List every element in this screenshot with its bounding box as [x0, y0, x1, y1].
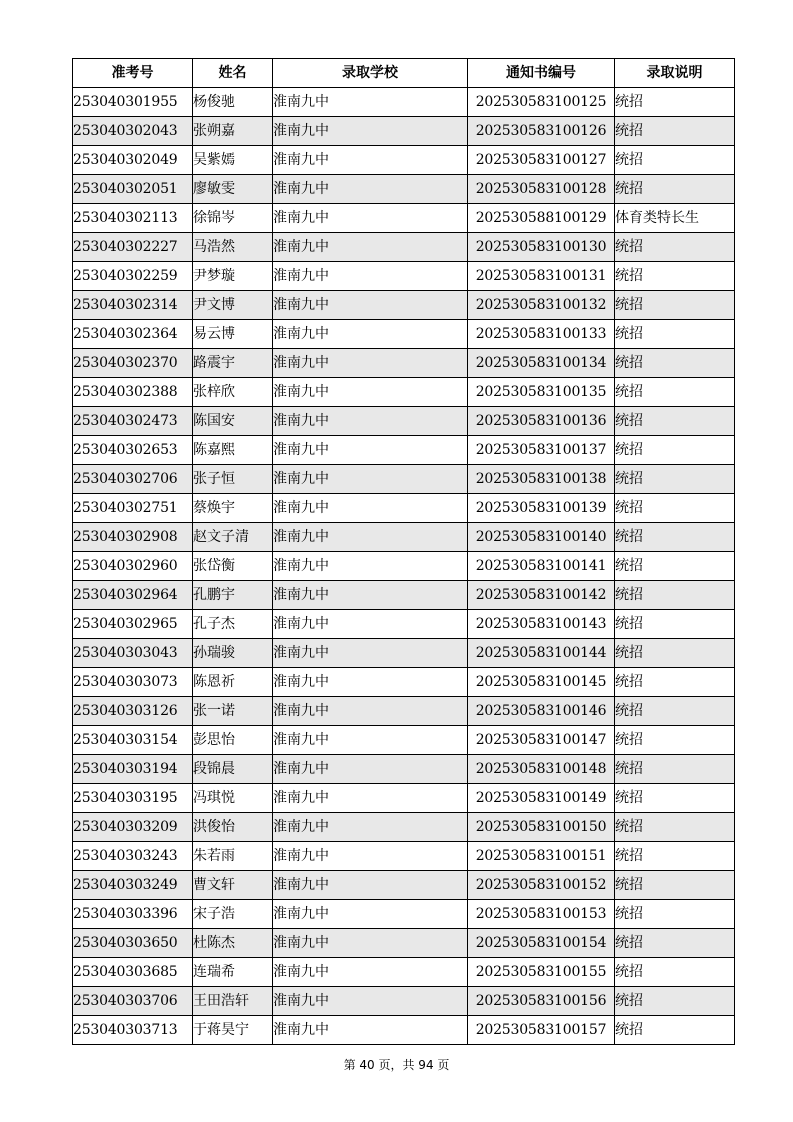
cell-school: 淮南九中 [273, 726, 468, 755]
cell-notice-number: 202530588100129 [468, 204, 615, 233]
cell-admission-note: 统招 [615, 639, 735, 668]
cell-name: 赵文子清 [193, 523, 273, 552]
cell-school: 淮南九中 [273, 523, 468, 552]
cell-notice-number: 202530583100156 [468, 987, 615, 1016]
cell-school: 淮南九中 [273, 639, 468, 668]
cell-school: 淮南九中 [273, 610, 468, 639]
cell-exam-number: 253040302908 [73, 523, 193, 552]
header-school: 录取学校 [273, 59, 468, 88]
cell-admission-note: 统招 [615, 233, 735, 262]
cell-admission-note: 统招 [615, 117, 735, 146]
cell-admission-note: 统招 [615, 581, 735, 610]
cell-name: 尹文博 [193, 291, 273, 320]
table-row [73, 523, 735, 552]
cell-exam-number: 253040302370 [73, 349, 193, 378]
page-footer: 第 40 页，共 94 页 [343, 1058, 450, 1072]
cell-exam-number: 253040303396 [73, 900, 193, 929]
cell-name: 陈嘉熙 [193, 436, 273, 465]
table-row [73, 291, 735, 320]
cell-notice-number: 202530583100153 [468, 900, 615, 929]
cell-name: 蔡焕宇 [193, 494, 273, 523]
cell-school: 淮南九中 [273, 987, 468, 1016]
table-row [73, 697, 735, 726]
cell-name: 于蒋昊宁 [193, 1016, 273, 1045]
table-row [73, 494, 735, 523]
table-row [73, 320, 735, 349]
cell-notice-number: 202530583100146 [468, 697, 615, 726]
cell-name: 张朔嘉 [193, 117, 273, 146]
cell-admission-note: 体育类特长生 [615, 204, 735, 233]
cell-school: 淮南九中 [273, 407, 468, 436]
cell-admission-note: 统招 [615, 842, 735, 871]
cell-name: 陈恩祈 [193, 668, 273, 697]
cell-notice-number: 202530583100151 [468, 842, 615, 871]
cell-notice-number: 202530583100147 [468, 726, 615, 755]
cell-admission-note: 统招 [615, 813, 735, 842]
cell-school: 淮南九中 [273, 552, 468, 581]
cell-name: 张子恒 [193, 465, 273, 494]
header-notice-number: 通知书编号 [468, 59, 615, 88]
header-exam-number: 准考号 [73, 59, 193, 88]
cell-admission-note: 统招 [615, 552, 735, 581]
cell-school: 淮南九中 [273, 117, 468, 146]
cell-school: 淮南九中 [273, 813, 468, 842]
cell-school: 淮南九中 [273, 262, 468, 291]
cell-exam-number: 253040303043 [73, 639, 193, 668]
cell-notice-number: 202530583100127 [468, 146, 615, 175]
cell-exam-number: 253040302388 [73, 378, 193, 407]
table-row [73, 407, 735, 436]
header-name: 姓名 [193, 59, 273, 88]
table-row [73, 668, 735, 697]
cell-exam-number: 253040302227 [73, 233, 193, 262]
cell-notice-number: 202530583100126 [468, 117, 615, 146]
cell-exam-number: 253040303650 [73, 929, 193, 958]
cell-exam-number: 253040302113 [73, 204, 193, 233]
cell-notice-number: 202530583100145 [468, 668, 615, 697]
cell-name: 宋子浩 [193, 900, 273, 929]
cell-school: 淮南九中 [273, 291, 468, 320]
cell-school: 淮南九中 [273, 465, 468, 494]
cell-school: 淮南九中 [273, 929, 468, 958]
cell-admission-note: 统招 [615, 668, 735, 697]
cell-admission-note: 统招 [615, 349, 735, 378]
cell-notice-number: 202530583100155 [468, 958, 615, 987]
cell-exam-number: 253040303713 [73, 1016, 193, 1045]
cell-admission-note: 统招 [615, 320, 735, 349]
table-row [73, 581, 735, 610]
table-row [73, 378, 735, 407]
table-row [73, 436, 735, 465]
cell-name: 廖敏雯 [193, 175, 273, 204]
table-row [73, 465, 735, 494]
cell-name: 孙瑞骏 [193, 639, 273, 668]
cell-notice-number: 202530583100139 [468, 494, 615, 523]
table-row [73, 1016, 735, 1045]
cell-exam-number: 253040303685 [73, 958, 193, 987]
cell-notice-number: 202530583100134 [468, 349, 615, 378]
cell-exam-number: 253040302043 [73, 117, 193, 146]
cell-school: 淮南九中 [273, 871, 468, 900]
cell-admission-note: 统招 [615, 291, 735, 320]
table-row [73, 88, 735, 117]
cell-notice-number: 202530583100143 [468, 610, 615, 639]
cell-name: 段锦晨 [193, 755, 273, 784]
cell-exam-number: 253040302706 [73, 465, 193, 494]
cell-admission-note: 统招 [615, 929, 735, 958]
cell-notice-number: 202530583100131 [468, 262, 615, 291]
cell-admission-note: 统招 [615, 900, 735, 929]
cell-admission-note: 统招 [615, 88, 735, 117]
table-row [73, 175, 735, 204]
cell-exam-number: 253040301955 [73, 88, 193, 117]
cell-school: 淮南九中 [273, 697, 468, 726]
cell-admission-note: 统招 [615, 958, 735, 987]
table-row [73, 755, 735, 784]
cell-notice-number: 202530583100149 [468, 784, 615, 813]
cell-exam-number: 253040303195 [73, 784, 193, 813]
cell-admission-note: 统招 [615, 494, 735, 523]
table-row [73, 262, 735, 291]
table-row [73, 929, 735, 958]
cell-name: 朱若雨 [193, 842, 273, 871]
cell-notice-number: 202530583100148 [468, 755, 615, 784]
cell-admission-note: 统招 [615, 697, 735, 726]
cell-name: 徐锦岑 [193, 204, 273, 233]
cell-admission-note: 统招 [615, 175, 735, 204]
cell-exam-number: 253040302473 [73, 407, 193, 436]
cell-admission-note: 统招 [615, 610, 735, 639]
table-row [73, 813, 735, 842]
cell-name: 易云博 [193, 320, 273, 349]
table-row [73, 842, 735, 871]
cell-exam-number: 253040303154 [73, 726, 193, 755]
cell-notice-number: 202530583100154 [468, 929, 615, 958]
cell-school: 淮南九中 [273, 494, 468, 523]
cell-exam-number: 253040302653 [73, 436, 193, 465]
cell-school: 淮南九中 [273, 88, 468, 117]
cell-name: 彭思怡 [193, 726, 273, 755]
cell-exam-number: 253040302314 [73, 291, 193, 320]
table-row [73, 784, 735, 813]
cell-name: 张梓欣 [193, 378, 273, 407]
cell-admission-note: 统招 [615, 146, 735, 175]
cell-admission-note: 统招 [615, 784, 735, 813]
cell-exam-number: 253040302960 [73, 552, 193, 581]
cell-name: 洪俊怡 [193, 813, 273, 842]
cell-exam-number: 253040303706 [73, 987, 193, 1016]
cell-exam-number: 253040302049 [73, 146, 193, 175]
table-row [73, 958, 735, 987]
table-row [73, 349, 735, 378]
header-row [73, 59, 735, 88]
cell-notice-number: 202530583100130 [468, 233, 615, 262]
cell-notice-number: 202530583100125 [468, 88, 615, 117]
cell-school: 淮南九中 [273, 842, 468, 871]
cell-admission-note: 统招 [615, 755, 735, 784]
cell-exam-number: 253040302051 [73, 175, 193, 204]
cell-school: 淮南九中 [273, 204, 468, 233]
cell-school: 淮南九中 [273, 175, 468, 204]
table-row [73, 987, 735, 1016]
cell-notice-number: 202530583100141 [468, 552, 615, 581]
cell-admission-note: 统招 [615, 987, 735, 1016]
cell-school: 淮南九中 [273, 755, 468, 784]
header-admission-note: 录取说明 [615, 59, 735, 88]
cell-school: 淮南九中 [273, 668, 468, 697]
table-row [73, 900, 735, 929]
cell-exam-number: 253040302259 [73, 262, 193, 291]
table-row [73, 146, 735, 175]
cell-school: 淮南九中 [273, 436, 468, 465]
table-row [73, 117, 735, 146]
cell-notice-number: 202530583100138 [468, 465, 615, 494]
cell-name: 孔鹏宇 [193, 581, 273, 610]
cell-exam-number: 253040303073 [73, 668, 193, 697]
cell-school: 淮南九中 [273, 378, 468, 407]
cell-admission-note: 统招 [615, 726, 735, 755]
cell-name: 连瑞希 [193, 958, 273, 987]
cell-school: 淮南九中 [273, 146, 468, 175]
cell-name: 张一诺 [193, 697, 273, 726]
cell-exam-number: 253040302364 [73, 320, 193, 349]
cell-admission-note: 统招 [615, 465, 735, 494]
cell-school: 淮南九中 [273, 349, 468, 378]
cell-admission-note: 统招 [615, 1016, 735, 1045]
cell-exam-number: 253040303126 [73, 697, 193, 726]
table-row [73, 610, 735, 639]
cell-notice-number: 202530583100132 [468, 291, 615, 320]
cell-notice-number: 202530583100142 [468, 581, 615, 610]
cell-exam-number: 253040303209 [73, 813, 193, 842]
cell-notice-number: 202530583100128 [468, 175, 615, 204]
cell-admission-note: 统招 [615, 871, 735, 900]
table-row [73, 726, 735, 755]
cell-name: 陈国安 [193, 407, 273, 436]
cell-school: 淮南九中 [273, 320, 468, 349]
cell-admission-note: 统招 [615, 407, 735, 436]
cell-name: 冯琪悦 [193, 784, 273, 813]
cell-notice-number: 202530583100150 [468, 813, 615, 842]
cell-admission-note: 统招 [615, 436, 735, 465]
cell-admission-note: 统招 [615, 262, 735, 291]
cell-name: 杜陈杰 [193, 929, 273, 958]
cell-name: 尹梦璇 [193, 262, 273, 291]
cell-name: 马浩然 [193, 233, 273, 262]
table-row [73, 639, 735, 668]
cell-notice-number: 202530583100157 [468, 1016, 615, 1045]
table-row [73, 233, 735, 262]
cell-notice-number: 202530583100136 [468, 407, 615, 436]
cell-school: 淮南九中 [273, 958, 468, 987]
cell-exam-number: 253040302965 [73, 610, 193, 639]
table-row [73, 204, 735, 233]
cell-exam-number: 253040302964 [73, 581, 193, 610]
cell-admission-note: 统招 [615, 523, 735, 552]
cell-school: 淮南九中 [273, 1016, 468, 1045]
cell-school: 淮南九中 [273, 581, 468, 610]
cell-exam-number: 253040303249 [73, 871, 193, 900]
cell-admission-note: 统招 [615, 378, 735, 407]
table-row [73, 871, 735, 900]
cell-name: 杨俊驰 [193, 88, 273, 117]
table-row [73, 552, 735, 581]
cell-school: 淮南九中 [273, 784, 468, 813]
admission-table [72, 58, 735, 1045]
cell-notice-number: 202530583100152 [468, 871, 615, 900]
cell-notice-number: 202530583100144 [468, 639, 615, 668]
cell-school: 淮南九中 [273, 900, 468, 929]
cell-name: 王田浩轩 [193, 987, 273, 1016]
cell-school: 淮南九中 [273, 233, 468, 262]
cell-notice-number: 202530583100140 [468, 523, 615, 552]
cell-name: 张岱衡 [193, 552, 273, 581]
cell-notice-number: 202530583100137 [468, 436, 615, 465]
cell-notice-number: 202530583100133 [468, 320, 615, 349]
cell-name: 吴紫嫣 [193, 146, 273, 175]
cell-notice-number: 202530583100135 [468, 378, 615, 407]
cell-exam-number: 253040303243 [73, 842, 193, 871]
cell-exam-number: 253040303194 [73, 755, 193, 784]
cell-name: 孔子杰 [193, 610, 273, 639]
cell-exam-number: 253040302751 [73, 494, 193, 523]
cell-name: 路震宇 [193, 349, 273, 378]
cell-name: 曹文轩 [193, 871, 273, 900]
